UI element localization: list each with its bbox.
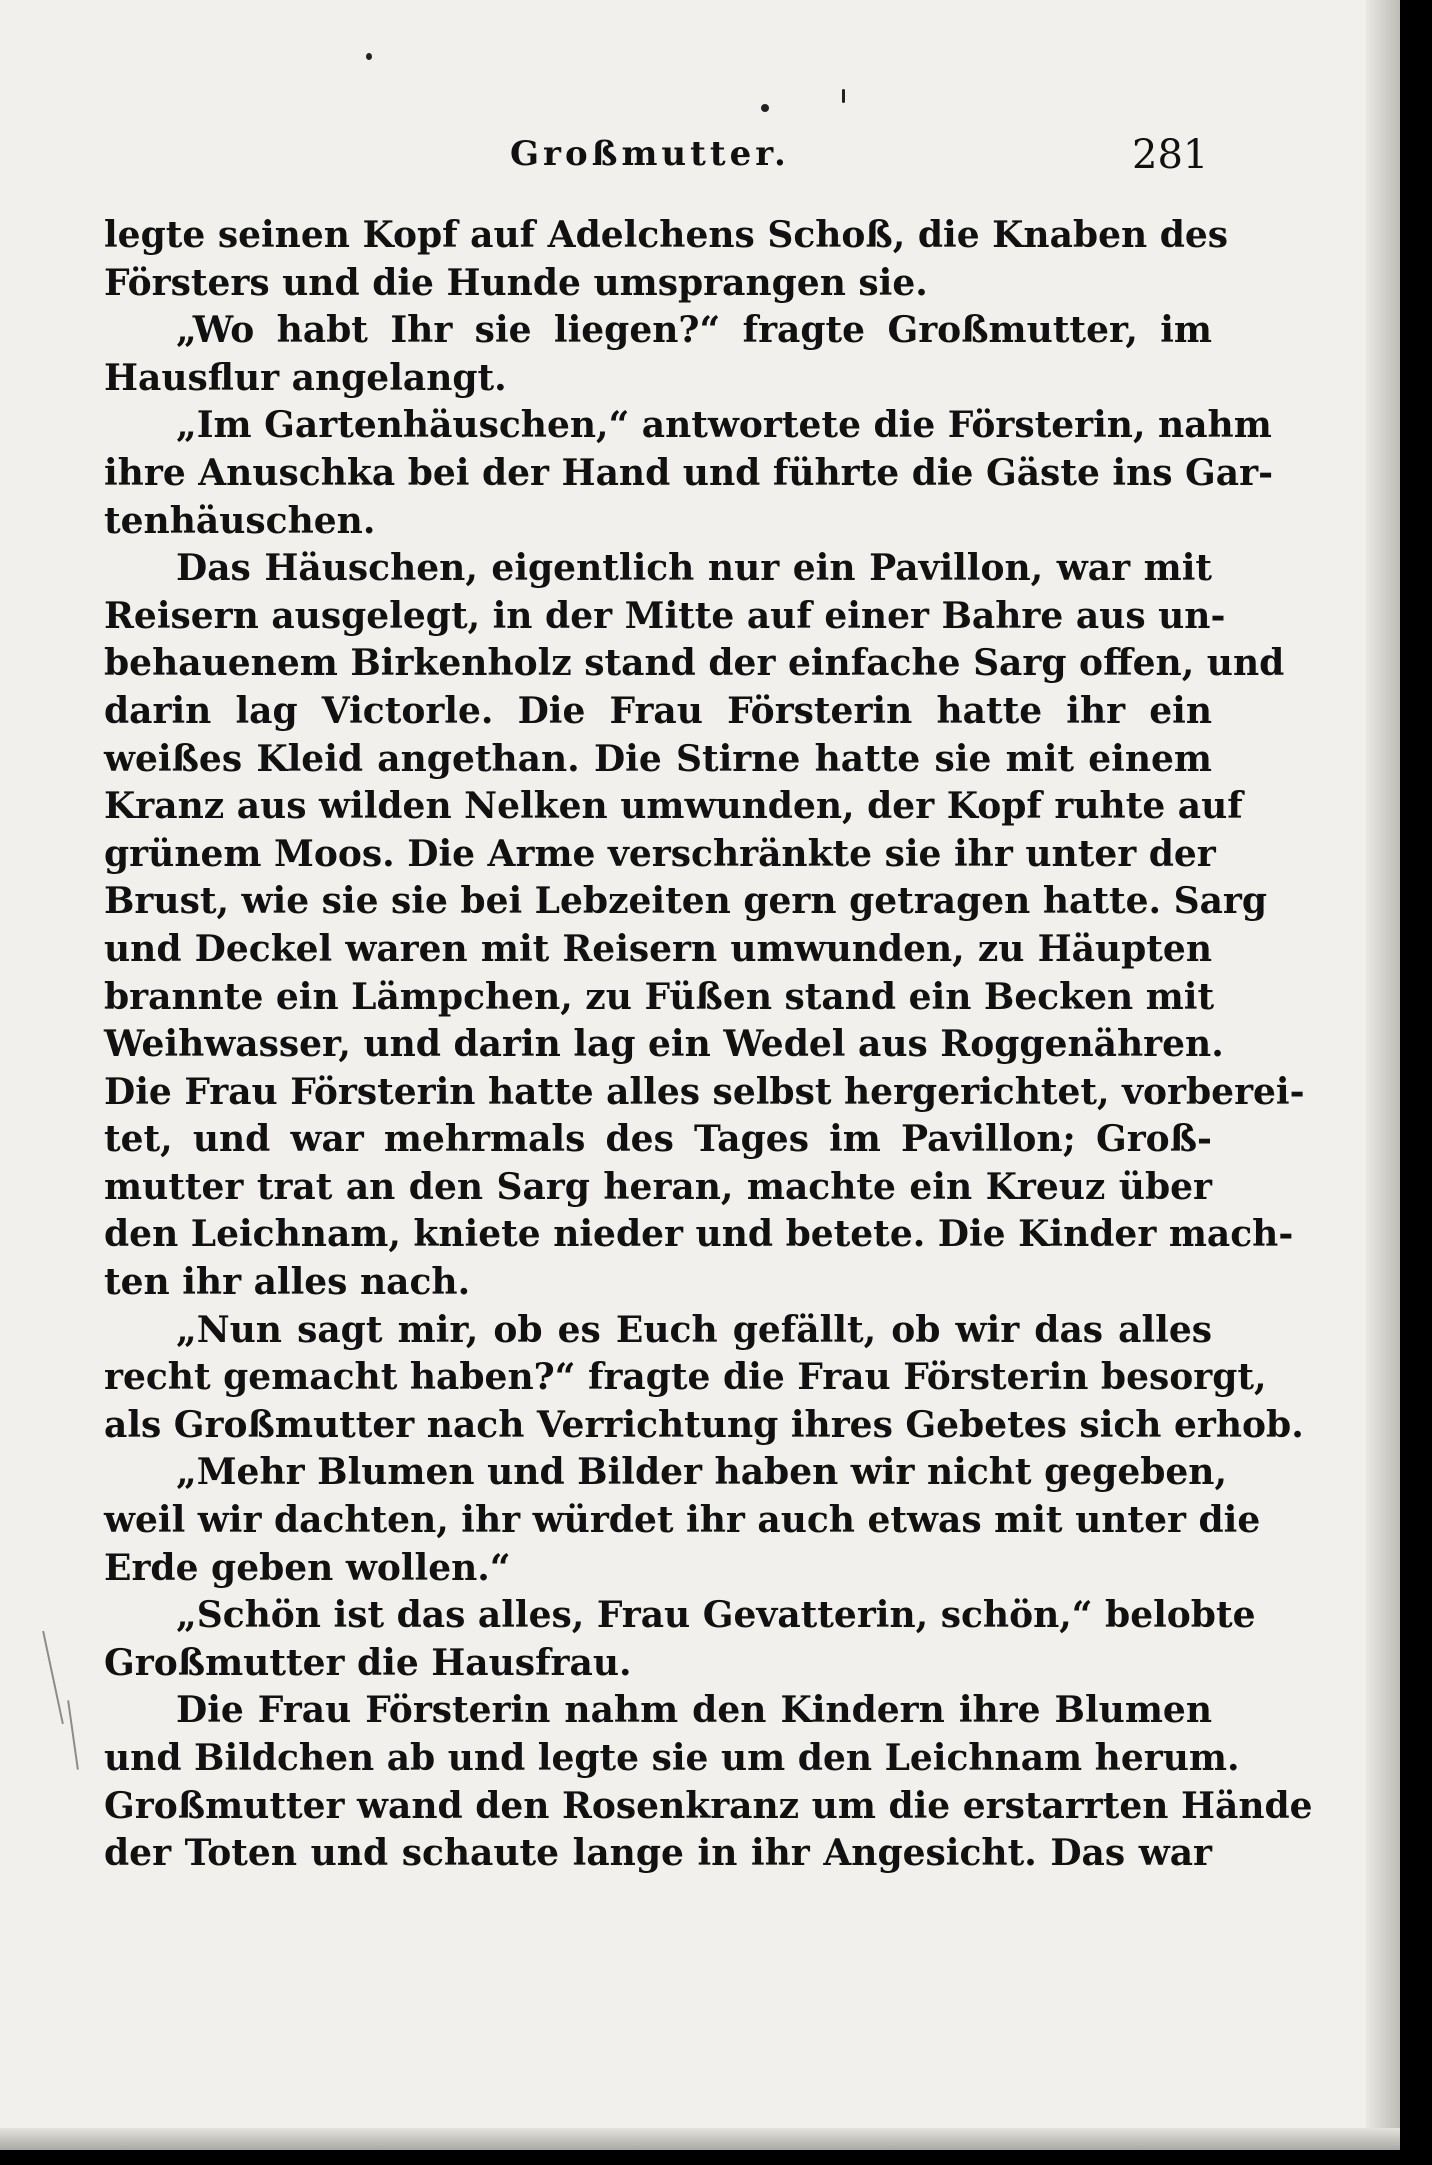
text-line: ten ihr alles nach. (104, 1261, 471, 1304)
text-line: weißes Kleid angethan. Die Stirne hatte sie mit einem (104, 737, 1212, 780)
text-line: tenhäuschen. (104, 499, 376, 542)
text-line: behauenem Birkenholz stand der einfache Sarg offen, und (104, 642, 1285, 685)
ink-speck (366, 53, 372, 60)
page-edge-shadow (1366, 0, 1400, 2150)
body-text (104, 212, 1313, 1878)
text-line: Weihwasser, und darin lag ein Wedel aus Roggenähren. (104, 1023, 1224, 1066)
text-line: Großmutter wand den Rosenkranz um die erstarrten Hände (104, 1784, 1313, 1827)
paper-crease (67, 1700, 79, 1770)
text-line: „Wo habt Ihr sie liegen?“ fragte Großmutter, im (176, 309, 1212, 352)
text-line: Großmutter die Hausfrau. (104, 1641, 632, 1684)
ink-speck (842, 89, 845, 103)
text-line: der Toten und schaute lange in ihr Angesicht. Das war (104, 1832, 1212, 1875)
text-line: Brust, wie sie sie bei Lebzeiten gern getragen hatte. Sarg (104, 880, 1268, 923)
text-line: Hausflur angelangt. (104, 356, 507, 399)
text-line: ihre Anuschka bei der Hand und führte die Gäste ins Gar- (104, 451, 1274, 494)
text-line: legte seinen Kopf auf Adelchens Schoß, die Knaben des (104, 214, 1229, 256)
text-line: Kranz aus wilden Nelken umwunden, der Kopf ruhte auf (104, 785, 1243, 828)
text-line: „Mehr Blumen und Bilder haben wir nicht gegeben, (176, 1451, 1228, 1494)
paper-crease (42, 1631, 64, 1724)
page-header (0, 132, 1400, 192)
text-line: tet, und war mehrmals des Tages im Pavillon; Groß- (104, 1118, 1212, 1161)
page-bottom-shadow (0, 2128, 1400, 2150)
text-line: den Leichnam, kniete nieder und betete. Die Kinder mach- (104, 1213, 1294, 1256)
text-line: darin lag Victorle. Die Frau Försterin hatte ihr ein (104, 689, 1212, 732)
text-line: Reisern ausgelegt, in der Mitte auf einer Bahre aus un- (104, 594, 1226, 637)
text-line: brannte ein Lämpchen, zu Füßen stand ein Becken mit (104, 975, 1215, 1018)
text-line: Försters und die Hunde umsprangen sie. (104, 261, 928, 304)
text-line: mutter trat an den Sarg heran, machte ein Kreuz über (104, 1165, 1212, 1208)
text-line: Das Häuschen, eigentlich nur ein Pavillon, war mit (176, 547, 1212, 590)
page-number: 281 (1132, 132, 1209, 178)
text-line: und Bildchen ab und legte sie um den Leichnam herum. (104, 1737, 1240, 1779)
text-line: „Schön ist das alles, Frau Gevatterin, schön,“ belobte (176, 1594, 1256, 1637)
text-line: Erde geben wollen.“ (104, 1546, 511, 1589)
text-line: Die Frau Försterin nahm den Kindern ihre Blumen (176, 1689, 1212, 1732)
ink-speck (761, 104, 769, 112)
text-line: recht gemacht haben?“ fragte die Frau Försterin besorgt, (104, 1356, 1267, 1399)
running-title: Großmutter. (510, 134, 790, 174)
text-line: weil wir dachten, ihr würdet ihr auch etwas mit unter die (104, 1499, 1261, 1542)
text-line: als Großmutter nach Verrichtung ihres Gebetes sich erhob. (104, 1403, 1304, 1446)
text-line: „Nun sagt mir, ob es Euch gefällt, ob wir das alles (176, 1308, 1212, 1351)
text-line: „Im Gartenhäuschen,“ antwortete die Försterin, nahm (176, 404, 1272, 447)
text-line: grünem Moos. Die Arme verschränkte sie ihr unter der (104, 832, 1216, 875)
text-line: und Deckel waren mit Reisern umwunden, zu Häupten (104, 927, 1212, 970)
text-line: Die Frau Försterin hatte alles selbst hergerichtet, vorberei- (104, 1070, 1305, 1113)
